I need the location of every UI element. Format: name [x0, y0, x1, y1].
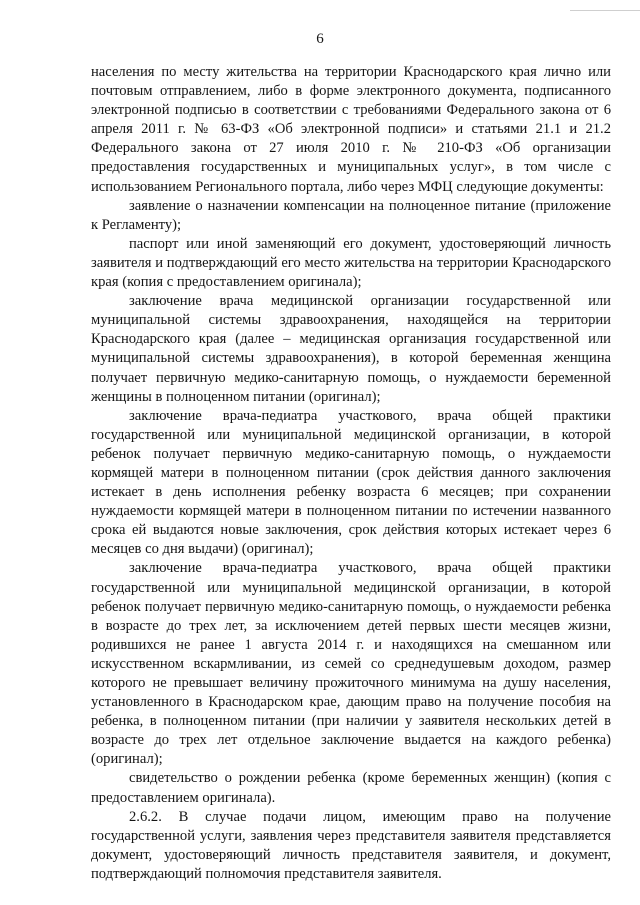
page-number: 6: [316, 31, 324, 47]
paragraph-application: заявление о назначении компенсации на полноценное питание (приложение к Регламенту);: [91, 197, 611, 233]
paragraph-pediatrician-conclusion-child: заключение врача-педиатра участкового, врача общей практики государственной или муниципальной медицинской организации, в которой ребенок получает первичную медико-санитарную помощь, о нуждаемости ребенка в возрасте до трех лет, за исключением детей первых шести месяцев жизни, родившихся не ранее 1 августа 2014 г. и находящихся на смешанном или искусственном вскармливании, из семей со среднедушевым доходом, размер которого не превышает величину прожиточного минимума на душу населения, установленного в Краснодарском крае, дающим право на получение пособия на ребенка, в полноценном питании (при наличии у заявителя нескольких детей в возрасте до трех лет отдельное заключение выдается на каждого ребенка) (оригинал);: [91, 560, 611, 768]
paragraph-section-2-6-2: 2.6.2. В случае подачи лицом, имеющим право на получение государственной услуги, заявления через представителя заявителя представляется документ, удостоверяющий личность представителя заявителя, и документ, подтверждающий полномочия представителя заявителя.: [91, 808, 611, 882]
paragraph-pediatrician-conclusion-nursing-mother: заключение врача-педиатра участкового, врача общей практики государственной или муниципальной медицинской организации, в которой ребенок получает первичную медико-санитарную помощь, о нуждаемости кормящей матери в полноценном питании (срок действия данного заключения истекает в день исполнения ребенку возраста 6 месяцев; при сохранении нуждаемости кормящей матери в полноценном питании по истечении названного срока ей выдаются новые заключения, срок действия которых истекает через 6 месяцев со дня выдачи) (оригинал);: [91, 407, 611, 558]
paragraph-doctor-conclusion-pregnant: заключение врача медицинской организации государственной или муниципальной системы здравоохранения, находящейся на территории Краснодарского края (далее – медицинская организация государственной или муниципальной системы здравоохранения), в которой беременная женщина получает первичную медико-санитарную помощь, о нуждаемости беременной женщины в полноценном питании (оригинал);: [91, 293, 611, 405]
paragraph-birth-certificate: свидетельство о рождении ребенка (кроме беременных женщин) (копия с предоставлением оригинала).: [91, 770, 611, 806]
document-body: [91, 63, 611, 884]
paragraph-passport: паспорт или иной заменяющий его документ, удостоверяющий личность заявителя и подтверждающий его место жительства на территории Краснодарского края (копия с предоставлением оригинала);: [91, 235, 611, 291]
paragraph-submission-intro: населения по месту жительства на территории Краснодарского края лично или почтовым отправлением, либо в форме электронного документа, подписанного электронной подписью в соответствии с требованиями Федерального закона от 6 апреля 2011 г. № 63-ФЗ «Об электронной подписи» и статьями 21.1 и 21.2 Федерального закона от 27 июля 2010 г. № 210-ФЗ «Об организации предоставления государственных и муниципальных услуг», в том числе с использованием Регионального портала, либо через МФЦ следующие документы:: [91, 64, 611, 195]
scan-edge-mark: [570, 10, 640, 11]
